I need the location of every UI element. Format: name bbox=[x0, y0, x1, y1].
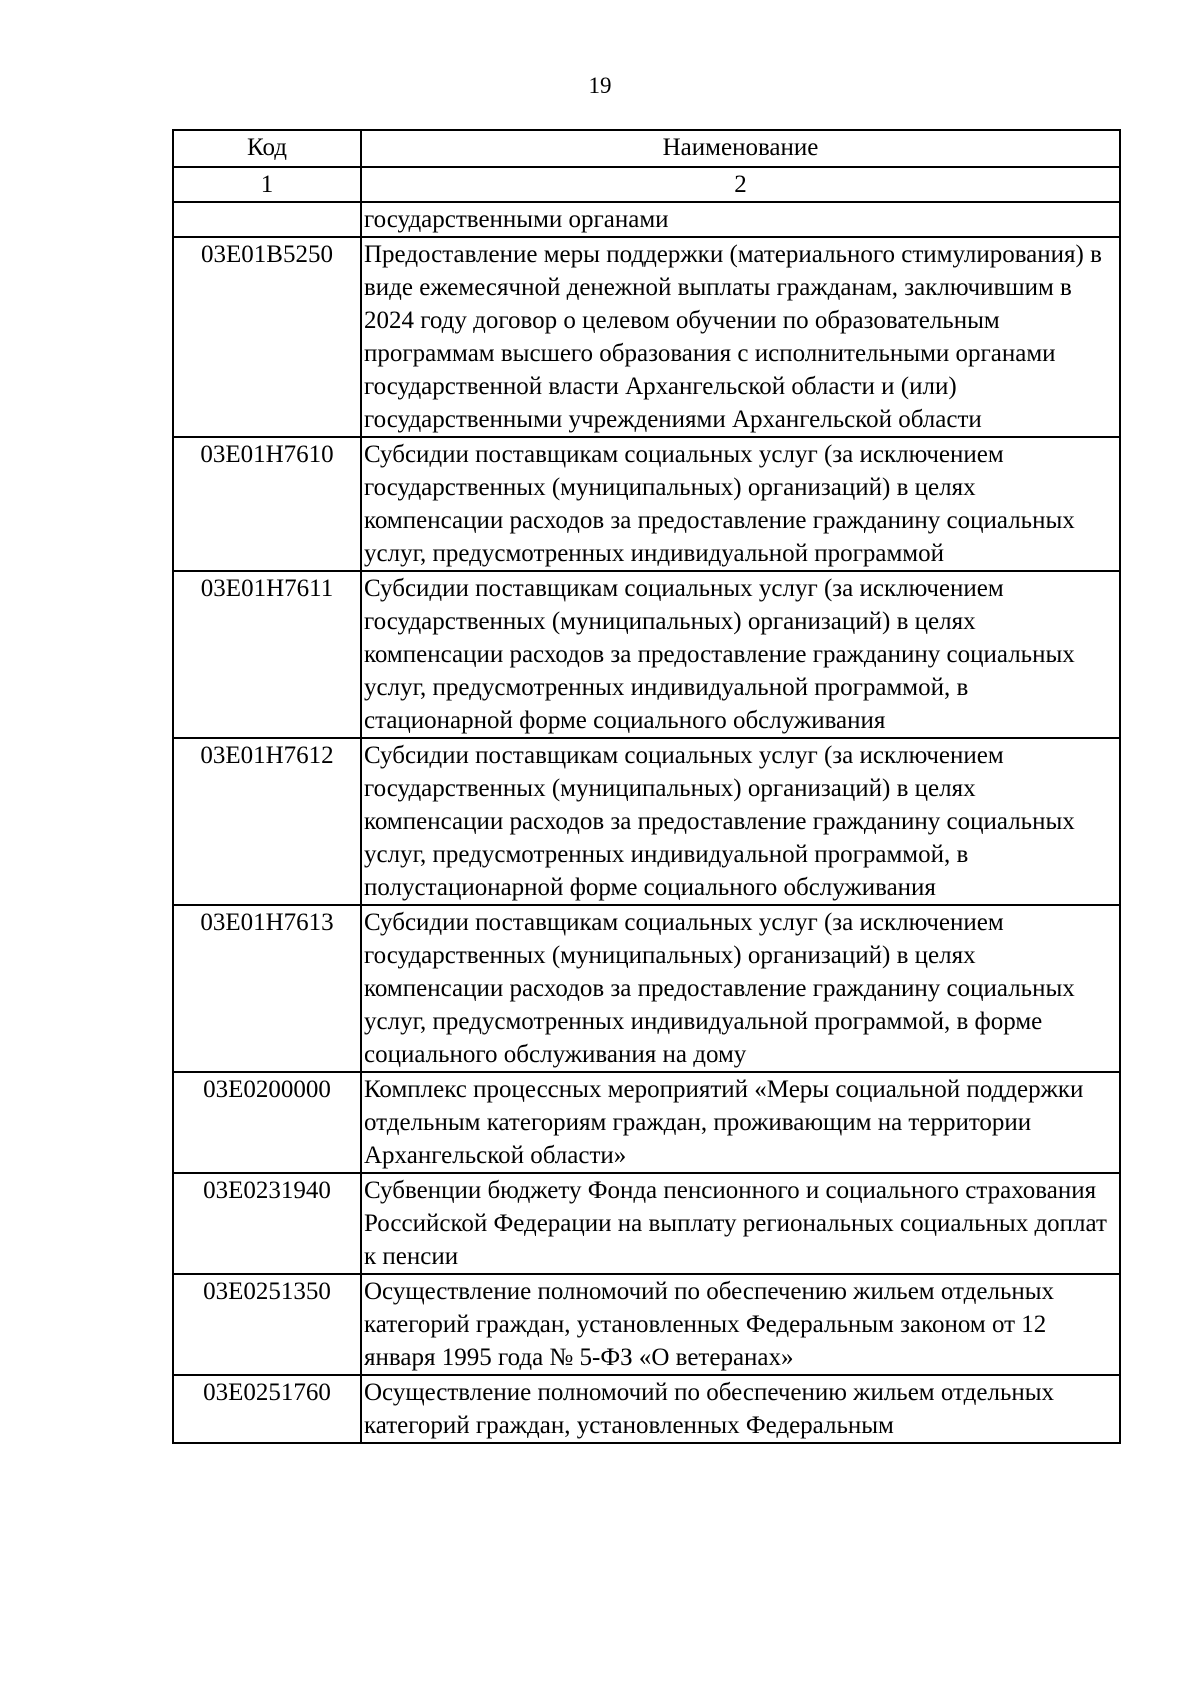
table-row bbox=[173, 571, 1120, 738]
name-cell: Субсидии поставщикам социальных услуг (за исключением государственных (муниципальных) организаций) в целях компенсации расходов за предоставление гражданину социальных услуг, предусмотренных индивидуальной программой, в стационарной форме социального обслуживания bbox=[361, 571, 1120, 738]
column-index-row bbox=[173, 167, 1120, 202]
name-cell: Предоставление меры поддержки (материального стимулирования) в виде ежемесячной денежной выплаты гражданам, заключившим в 2024 году договор о целевом обучении по образовательным программам высшего образования с исполнительными органами государственной власти Архангельской области и (или) государственными учреждениями Архангельской области bbox=[361, 237, 1120, 437]
table-row bbox=[173, 237, 1120, 437]
name-cell: Комплекс процессных мероприятий «Меры социальной поддержки отдельным категориям граждан, проживающим на территории Архангельской области» bbox=[361, 1072, 1120, 1173]
code-cell: 03Е01Н7610 bbox=[173, 437, 361, 571]
table-row bbox=[173, 1173, 1120, 1274]
table-row bbox=[173, 1072, 1120, 1173]
code-cell: 03Е0231940 bbox=[173, 1173, 361, 1274]
code-cell: 03Е01В5250 bbox=[173, 237, 361, 437]
code-cell: 03Е01Н7611 bbox=[173, 571, 361, 738]
name-cell: Субсидии поставщикам социальных услуг (за исключением государственных (муниципальных) организаций) в целях компенсации расходов за предоставление гражданину социальных услуг, предусмотренных индивидуальной программой, в полустационарной форме социального обслуживания bbox=[361, 738, 1120, 905]
table-row bbox=[173, 437, 1120, 571]
code-cell: 03Е0251350 bbox=[173, 1274, 361, 1375]
name-cell: государственными органами bbox=[361, 202, 1120, 237]
column-index-name: 2 bbox=[361, 167, 1120, 202]
name-cell: Субсидии поставщикам социальных услуг (за исключением государственных (муниципальных) организаций) в целях компенсации расходов за предоставление гражданину социальных услуг, предусмотренных индивидуальной программой bbox=[361, 437, 1120, 571]
name-cell: Субвенции бюджету Фонда пенсионного и социального страхования Российской Федерации на выплату региональных социальных доплат к пенсии bbox=[361, 1173, 1120, 1274]
name-cell: Субсидии поставщикам социальных услуг (за исключением государственных (муниципальных) организаций) в целях компенсации расходов за предоставление гражданину социальных услуг, предусмотренных индивидуальной программой, в форме социального обслуживания на дому bbox=[361, 905, 1120, 1072]
table-row bbox=[173, 202, 1120, 237]
code-cell: 03Е0251760 bbox=[173, 1375, 361, 1443]
table-row bbox=[173, 738, 1120, 905]
column-header-name: Наименование bbox=[361, 130, 1120, 167]
column-index-code: 1 bbox=[173, 167, 361, 202]
column-header-code: Код bbox=[173, 130, 361, 167]
code-cell: 03Е0200000 bbox=[173, 1072, 361, 1173]
name-cell: Осуществление полномочий по обеспечению жильем отдельных категорий граждан, установленных Федеральным законом от 12 января 1995 года № 5-ФЗ «О ветеранах» bbox=[361, 1274, 1120, 1375]
table-row bbox=[173, 905, 1120, 1072]
budget-code-table bbox=[172, 129, 1121, 1444]
code-cell bbox=[173, 202, 361, 237]
table-row bbox=[173, 1375, 1120, 1443]
page-number: 19 bbox=[588, 73, 612, 98]
code-cell: 03Е01Н7613 bbox=[173, 905, 361, 1072]
code-cell: 03Е01Н7612 bbox=[173, 738, 361, 905]
table-header-row bbox=[173, 130, 1120, 167]
table-row bbox=[173, 1274, 1120, 1375]
table-body bbox=[173, 130, 1120, 1443]
name-cell: Осуществление полномочий по обеспечению жильем отдельных категорий граждан, установленных Федеральным bbox=[361, 1375, 1120, 1443]
